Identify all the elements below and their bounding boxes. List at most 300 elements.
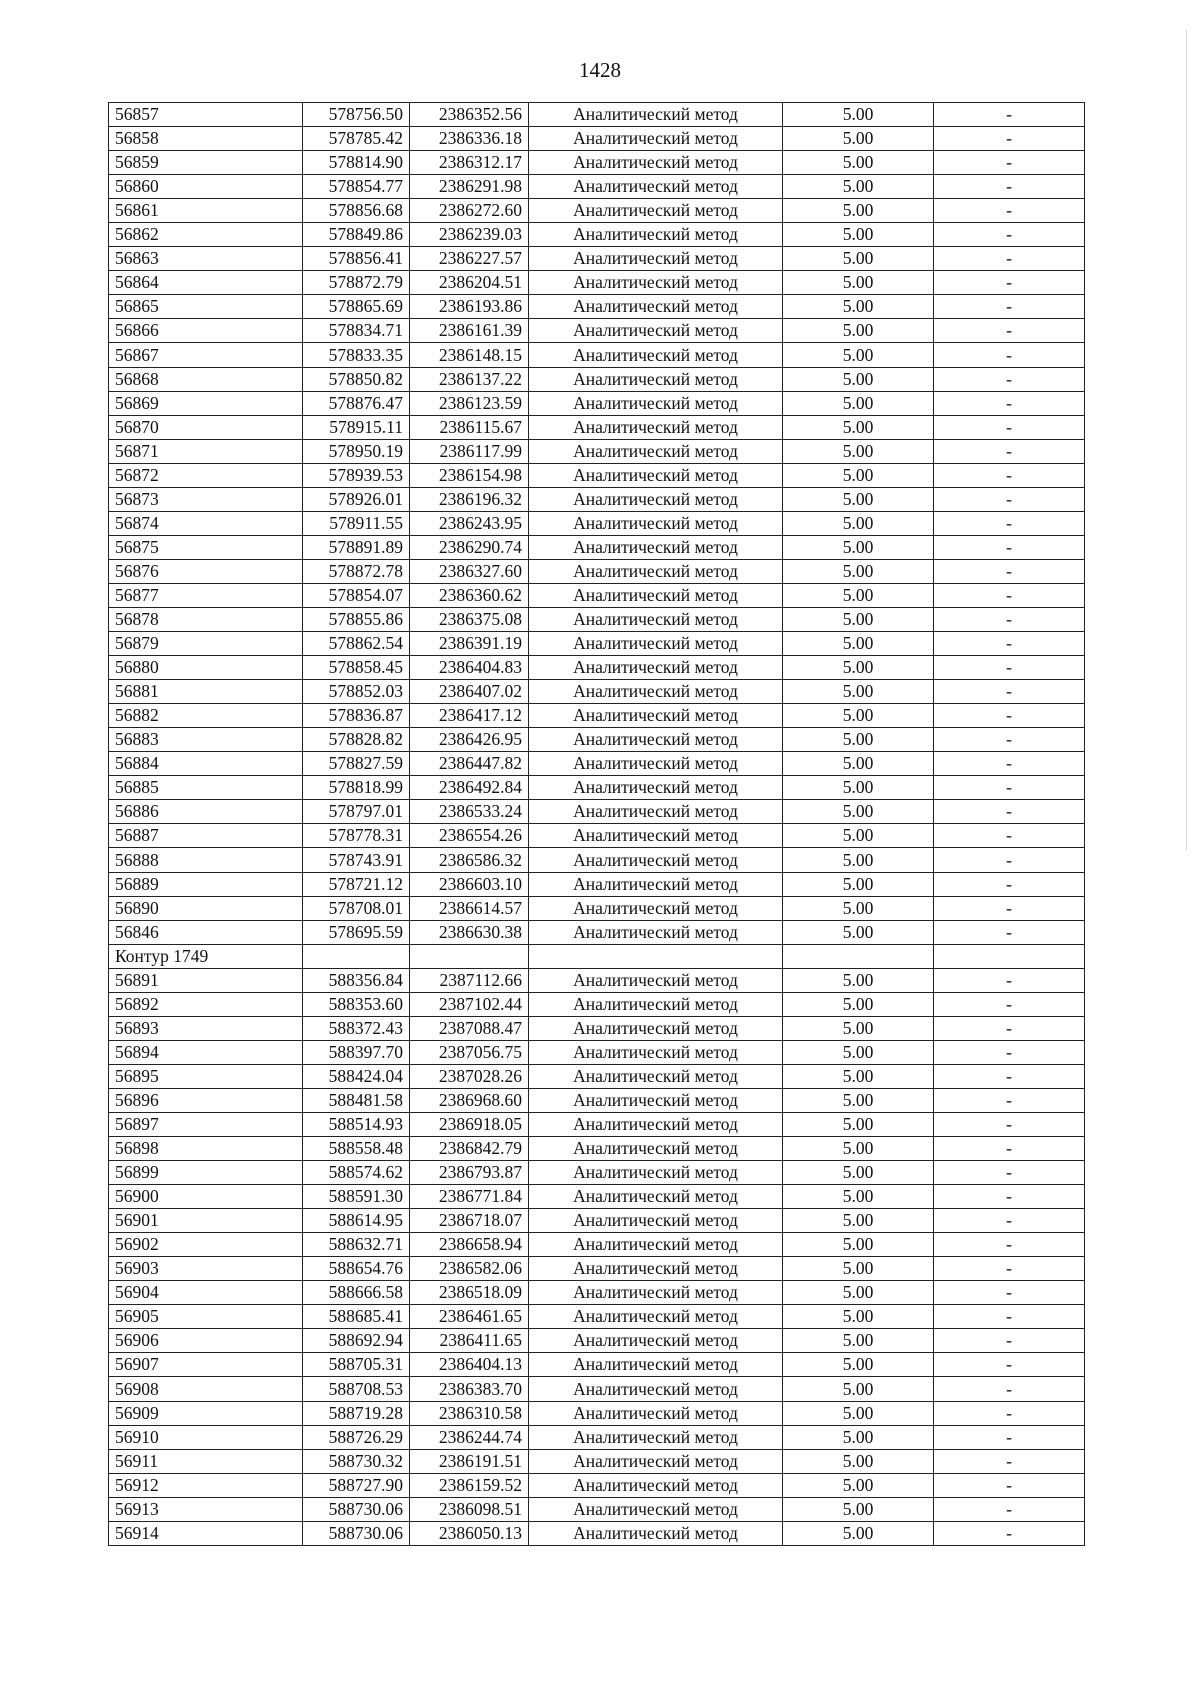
note-cell: - xyxy=(934,103,1085,127)
y-coordinate-cell: 2387056.75 xyxy=(410,1040,529,1064)
table-row xyxy=(109,295,1085,319)
point-id-cell: 56904 xyxy=(109,1281,303,1305)
note-cell: - xyxy=(934,920,1085,944)
table-row xyxy=(109,1329,1085,1353)
note-cell: - xyxy=(934,343,1085,367)
error-cell: 5.00 xyxy=(783,1521,934,1545)
empty-cell xyxy=(934,944,1085,968)
point-id-cell: 56866 xyxy=(109,319,303,343)
table-row xyxy=(109,896,1085,920)
x-coordinate-cell: 578834.71 xyxy=(303,319,410,343)
table-row xyxy=(109,391,1085,415)
y-coordinate-cell: 2387102.44 xyxy=(410,992,529,1016)
table-row xyxy=(109,1401,1085,1425)
y-coordinate-cell: 2386426.95 xyxy=(410,728,529,752)
point-id-cell: 56885 xyxy=(109,776,303,800)
y-coordinate-cell: 2386492.84 xyxy=(410,776,529,800)
method-cell: Аналитический метод xyxy=(529,1353,783,1377)
method-cell: Аналитический метод xyxy=(529,1185,783,1209)
note-cell: - xyxy=(934,1425,1085,1449)
method-cell: Аналитический метод xyxy=(529,848,783,872)
empty-cell xyxy=(410,944,529,968)
point-id-cell: 56871 xyxy=(109,439,303,463)
x-coordinate-cell: 588353.60 xyxy=(303,992,410,1016)
y-coordinate-cell: 2386718.07 xyxy=(410,1209,529,1233)
x-coordinate-cell: 578915.11 xyxy=(303,415,410,439)
error-cell: 5.00 xyxy=(783,704,934,728)
note-cell: - xyxy=(934,607,1085,631)
point-id-cell: 56882 xyxy=(109,704,303,728)
error-cell: 5.00 xyxy=(783,680,934,704)
y-coordinate-cell: 2386290.74 xyxy=(410,535,529,559)
y-coordinate-cell: 2386098.51 xyxy=(410,1497,529,1521)
table-row xyxy=(109,1064,1085,1088)
table-row xyxy=(109,511,1085,535)
point-id-cell: 56884 xyxy=(109,752,303,776)
error-cell: 5.00 xyxy=(783,151,934,175)
note-cell: - xyxy=(934,487,1085,511)
scan-edge-line xyxy=(1186,30,1187,850)
y-coordinate-cell: 2386404.13 xyxy=(410,1353,529,1377)
x-coordinate-cell: 578756.50 xyxy=(303,103,410,127)
y-coordinate-cell: 2386291.98 xyxy=(410,175,529,199)
table-row xyxy=(109,247,1085,271)
method-cell: Аналитический метод xyxy=(529,151,783,175)
x-coordinate-cell: 588692.94 xyxy=(303,1329,410,1353)
method-cell: Аналитический метод xyxy=(529,559,783,583)
error-cell: 5.00 xyxy=(783,1040,934,1064)
error-cell: 5.00 xyxy=(783,175,934,199)
y-coordinate-cell: 2386191.51 xyxy=(410,1449,529,1473)
x-coordinate-cell: 578950.19 xyxy=(303,439,410,463)
method-cell: Аналитический метод xyxy=(529,1209,783,1233)
note-cell: - xyxy=(934,824,1085,848)
table-row xyxy=(109,1281,1085,1305)
error-cell: 5.00 xyxy=(783,1497,934,1521)
note-cell: - xyxy=(934,511,1085,535)
point-id-cell: 56903 xyxy=(109,1257,303,1281)
method-cell: Аналитический метод xyxy=(529,1425,783,1449)
empty-cell xyxy=(303,944,410,968)
y-coordinate-cell: 2386407.02 xyxy=(410,680,529,704)
method-cell: Аналитический метод xyxy=(529,103,783,127)
x-coordinate-cell: 588685.41 xyxy=(303,1305,410,1329)
table-row xyxy=(109,1088,1085,1112)
table-row xyxy=(109,583,1085,607)
error-cell: 5.00 xyxy=(783,127,934,151)
y-coordinate-cell: 2386115.67 xyxy=(410,415,529,439)
x-coordinate-cell: 588666.58 xyxy=(303,1281,410,1305)
contour-label: Контур 1749 xyxy=(109,944,303,968)
error-cell: 5.00 xyxy=(783,1161,934,1185)
method-cell: Аналитический метод xyxy=(529,728,783,752)
method-cell: Аналитический метод xyxy=(529,1161,783,1185)
table-row xyxy=(109,439,1085,463)
note-cell: - xyxy=(934,1112,1085,1136)
y-coordinate-cell: 2386417.12 xyxy=(410,704,529,728)
point-id-cell: 56868 xyxy=(109,367,303,391)
y-coordinate-cell: 2386312.17 xyxy=(410,151,529,175)
error-cell: 5.00 xyxy=(783,271,934,295)
error-cell: 5.00 xyxy=(783,1088,934,1112)
table-row xyxy=(109,1425,1085,1449)
y-coordinate-cell: 2386336.18 xyxy=(410,127,529,151)
note-cell: - xyxy=(934,632,1085,656)
x-coordinate-cell: 578814.90 xyxy=(303,151,410,175)
x-coordinate-cell: 578856.41 xyxy=(303,247,410,271)
y-coordinate-cell: 2386161.39 xyxy=(410,319,529,343)
note-cell: - xyxy=(934,199,1085,223)
y-coordinate-cell: 2386123.59 xyxy=(410,391,529,415)
x-coordinate-cell: 588481.58 xyxy=(303,1088,410,1112)
note-cell: - xyxy=(934,1281,1085,1305)
x-coordinate-cell: 578872.78 xyxy=(303,559,410,583)
x-coordinate-cell: 578721.12 xyxy=(303,872,410,896)
method-cell: Аналитический метод xyxy=(529,1449,783,1473)
table-row xyxy=(109,704,1085,728)
error-cell: 5.00 xyxy=(783,199,934,223)
point-id-cell: 56898 xyxy=(109,1137,303,1161)
coordinates-table-body xyxy=(109,103,1085,1546)
note-cell: - xyxy=(934,1305,1085,1329)
x-coordinate-cell: 588614.95 xyxy=(303,1209,410,1233)
method-cell: Аналитический метод xyxy=(529,127,783,151)
y-coordinate-cell: 2386204.51 xyxy=(410,271,529,295)
method-cell: Аналитический метод xyxy=(529,776,783,800)
point-id-cell: 56888 xyxy=(109,848,303,872)
point-id-cell: 56893 xyxy=(109,1016,303,1040)
table-row xyxy=(109,1112,1085,1136)
point-id-cell: 56909 xyxy=(109,1401,303,1425)
error-cell: 5.00 xyxy=(783,920,934,944)
error-cell: 5.00 xyxy=(783,1016,934,1040)
method-cell: Аналитический метод xyxy=(529,968,783,992)
y-coordinate-cell: 2386461.65 xyxy=(410,1305,529,1329)
x-coordinate-cell: 578833.35 xyxy=(303,343,410,367)
method-cell: Аналитический метод xyxy=(529,1305,783,1329)
table-row xyxy=(109,559,1085,583)
error-cell: 5.00 xyxy=(783,1473,934,1497)
method-cell: Аналитический метод xyxy=(529,1281,783,1305)
y-coordinate-cell: 2386239.03 xyxy=(410,223,529,247)
x-coordinate-cell: 578852.03 xyxy=(303,680,410,704)
error-cell: 5.00 xyxy=(783,1377,934,1401)
x-coordinate-cell: 578939.53 xyxy=(303,463,410,487)
table-row xyxy=(109,463,1085,487)
y-coordinate-cell: 2386117.99 xyxy=(410,439,529,463)
method-cell: Аналитический метод xyxy=(529,535,783,559)
point-id-cell: 56900 xyxy=(109,1185,303,1209)
note-cell: - xyxy=(934,968,1085,992)
y-coordinate-cell: 2386244.74 xyxy=(410,1425,529,1449)
note-cell: - xyxy=(934,1449,1085,1473)
empty-cell xyxy=(783,944,934,968)
method-cell: Аналитический метод xyxy=(529,824,783,848)
error-cell: 5.00 xyxy=(783,1185,934,1209)
table-row xyxy=(109,199,1085,223)
error-cell: 5.00 xyxy=(783,752,934,776)
table-row xyxy=(109,872,1085,896)
point-id-cell: 56858 xyxy=(109,127,303,151)
method-cell: Аналитический метод xyxy=(529,295,783,319)
method-cell: Аналитический метод xyxy=(529,439,783,463)
x-coordinate-cell: 578876.47 xyxy=(303,391,410,415)
note-cell: - xyxy=(934,1473,1085,1497)
table-row xyxy=(109,343,1085,367)
error-cell: 5.00 xyxy=(783,1137,934,1161)
note-cell: - xyxy=(934,223,1085,247)
method-cell: Аналитический метод xyxy=(529,511,783,535)
x-coordinate-cell: 578854.07 xyxy=(303,583,410,607)
note-cell: - xyxy=(934,463,1085,487)
method-cell: Аналитический метод xyxy=(529,607,783,631)
coordinates-table xyxy=(108,102,1085,1546)
y-coordinate-cell: 2386614.57 xyxy=(410,896,529,920)
y-coordinate-cell: 2386554.26 xyxy=(410,824,529,848)
note-cell: - xyxy=(934,800,1085,824)
note-cell: - xyxy=(934,656,1085,680)
error-cell: 5.00 xyxy=(783,463,934,487)
y-coordinate-cell: 2386968.60 xyxy=(410,1088,529,1112)
note-cell: - xyxy=(934,319,1085,343)
method-cell: Аналитический метод xyxy=(529,1257,783,1281)
y-coordinate-cell: 2386842.79 xyxy=(410,1137,529,1161)
method-cell: Аналитический метод xyxy=(529,1401,783,1425)
table-row xyxy=(109,271,1085,295)
x-coordinate-cell: 588719.28 xyxy=(303,1401,410,1425)
point-id-cell: 56874 xyxy=(109,511,303,535)
note-cell: - xyxy=(934,247,1085,271)
point-id-cell: 56857 xyxy=(109,103,303,127)
note-cell: - xyxy=(934,1257,1085,1281)
x-coordinate-cell: 588727.90 xyxy=(303,1473,410,1497)
error-cell: 5.00 xyxy=(783,1305,934,1329)
table-row xyxy=(109,175,1085,199)
table-row xyxy=(109,103,1085,127)
error-cell: 5.00 xyxy=(783,1209,934,1233)
table-row xyxy=(109,127,1085,151)
table-row xyxy=(109,1257,1085,1281)
error-cell: 5.00 xyxy=(783,535,934,559)
method-cell: Аналитический метод xyxy=(529,632,783,656)
point-id-cell: 56886 xyxy=(109,800,303,824)
point-id-cell: 56878 xyxy=(109,607,303,631)
error-cell: 5.00 xyxy=(783,1112,934,1136)
point-id-cell: 56875 xyxy=(109,535,303,559)
point-id-cell: 56877 xyxy=(109,583,303,607)
point-id-cell: 56879 xyxy=(109,632,303,656)
note-cell: - xyxy=(934,295,1085,319)
note-cell: - xyxy=(934,271,1085,295)
point-id-cell: 56894 xyxy=(109,1040,303,1064)
note-cell: - xyxy=(934,559,1085,583)
x-coordinate-cell: 578872.79 xyxy=(303,271,410,295)
table-row xyxy=(109,1209,1085,1233)
note-cell: - xyxy=(934,1521,1085,1545)
method-cell: Аналитический метод xyxy=(529,271,783,295)
table-row xyxy=(109,487,1085,511)
point-id-cell: 56864 xyxy=(109,271,303,295)
table-row xyxy=(109,776,1085,800)
point-id-cell: 56896 xyxy=(109,1088,303,1112)
method-cell: Аналитический метод xyxy=(529,1377,783,1401)
method-cell: Аналитический метод xyxy=(529,343,783,367)
x-coordinate-cell: 588632.71 xyxy=(303,1233,410,1257)
error-cell: 5.00 xyxy=(783,728,934,752)
x-coordinate-cell: 578858.45 xyxy=(303,656,410,680)
y-coordinate-cell: 2386630.38 xyxy=(410,920,529,944)
table-row xyxy=(109,535,1085,559)
note-cell: - xyxy=(934,1209,1085,1233)
y-coordinate-cell: 2386375.08 xyxy=(410,607,529,631)
table-row xyxy=(109,367,1085,391)
table-row xyxy=(109,656,1085,680)
x-coordinate-cell: 578855.86 xyxy=(303,607,410,631)
y-coordinate-cell: 2386518.09 xyxy=(410,1281,529,1305)
method-cell: Аналитический метод xyxy=(529,872,783,896)
y-coordinate-cell: 2386310.58 xyxy=(410,1401,529,1425)
error-cell: 5.00 xyxy=(783,415,934,439)
table-row xyxy=(109,800,1085,824)
error-cell: 5.00 xyxy=(783,583,934,607)
x-coordinate-cell: 588397.70 xyxy=(303,1040,410,1064)
x-coordinate-cell: 588730.32 xyxy=(303,1449,410,1473)
y-coordinate-cell: 2386352.56 xyxy=(410,103,529,127)
error-cell: 5.00 xyxy=(783,391,934,415)
error-cell: 5.00 xyxy=(783,872,934,896)
point-id-cell: 56910 xyxy=(109,1425,303,1449)
table-row xyxy=(109,920,1085,944)
error-cell: 5.00 xyxy=(783,656,934,680)
note-cell: - xyxy=(934,415,1085,439)
point-id-cell: 56907 xyxy=(109,1353,303,1377)
table-row xyxy=(109,1377,1085,1401)
error-cell: 5.00 xyxy=(783,1401,934,1425)
y-coordinate-cell: 2386586.32 xyxy=(410,848,529,872)
point-id-cell: 56860 xyxy=(109,175,303,199)
point-id-cell: 56906 xyxy=(109,1329,303,1353)
error-cell: 5.00 xyxy=(783,776,934,800)
table-row xyxy=(109,319,1085,343)
point-id-cell: 56911 xyxy=(109,1449,303,1473)
method-cell: Аналитический метод xyxy=(529,704,783,728)
error-cell: 5.00 xyxy=(783,1449,934,1473)
note-cell: - xyxy=(934,1040,1085,1064)
method-cell: Аналитический метод xyxy=(529,223,783,247)
note-cell: - xyxy=(934,439,1085,463)
x-coordinate-cell: 588730.06 xyxy=(303,1521,410,1545)
x-coordinate-cell: 588372.43 xyxy=(303,1016,410,1040)
note-cell: - xyxy=(934,992,1085,1016)
error-cell: 5.00 xyxy=(783,1425,934,1449)
x-coordinate-cell: 588708.53 xyxy=(303,1377,410,1401)
table-row xyxy=(109,1040,1085,1064)
method-cell: Аналитический метод xyxy=(529,1473,783,1497)
x-coordinate-cell: 588726.29 xyxy=(303,1425,410,1449)
y-coordinate-cell: 2386272.60 xyxy=(410,199,529,223)
method-cell: Аналитический метод xyxy=(529,992,783,1016)
note-cell: - xyxy=(934,583,1085,607)
table-row xyxy=(109,680,1085,704)
note-cell: - xyxy=(934,752,1085,776)
point-id-cell: 56895 xyxy=(109,1064,303,1088)
note-cell: - xyxy=(934,1137,1085,1161)
table-row xyxy=(109,728,1085,752)
note-cell: - xyxy=(934,391,1085,415)
table-row xyxy=(109,151,1085,175)
error-cell: 5.00 xyxy=(783,295,934,319)
y-coordinate-cell: 2386137.22 xyxy=(410,367,529,391)
method-cell: Аналитический метод xyxy=(529,391,783,415)
error-cell: 5.00 xyxy=(783,247,934,271)
table-row xyxy=(109,223,1085,247)
point-id-cell: 56872 xyxy=(109,463,303,487)
y-coordinate-cell: 2386447.82 xyxy=(410,752,529,776)
y-coordinate-cell: 2386243.95 xyxy=(410,511,529,535)
table-row xyxy=(109,848,1085,872)
point-id-cell: 56914 xyxy=(109,1521,303,1545)
y-coordinate-cell: 2386582.06 xyxy=(410,1257,529,1281)
note-cell: - xyxy=(934,1329,1085,1353)
point-id-cell: 56905 xyxy=(109,1305,303,1329)
table-row xyxy=(109,1497,1085,1521)
table-row xyxy=(109,1521,1085,1545)
point-id-cell: 56861 xyxy=(109,199,303,223)
method-cell: Аналитический метод xyxy=(529,1112,783,1136)
method-cell: Аналитический метод xyxy=(529,1497,783,1521)
table-row xyxy=(109,1353,1085,1377)
method-cell: Аналитический метод xyxy=(529,656,783,680)
x-coordinate-cell: 588356.84 xyxy=(303,968,410,992)
point-id-cell: 56862 xyxy=(109,223,303,247)
y-coordinate-cell: 2386196.32 xyxy=(410,487,529,511)
x-coordinate-cell: 578827.59 xyxy=(303,752,410,776)
x-coordinate-cell: 578836.87 xyxy=(303,704,410,728)
x-coordinate-cell: 578850.82 xyxy=(303,367,410,391)
x-coordinate-cell: 578891.89 xyxy=(303,535,410,559)
table-row xyxy=(109,1185,1085,1209)
method-cell: Аналитический метод xyxy=(529,583,783,607)
x-coordinate-cell: 578743.91 xyxy=(303,848,410,872)
note-cell: - xyxy=(934,1497,1085,1521)
method-cell: Аналитический метод xyxy=(529,1521,783,1545)
x-coordinate-cell: 578862.54 xyxy=(303,632,410,656)
y-coordinate-cell: 2386533.24 xyxy=(410,800,529,824)
method-cell: Аналитический метод xyxy=(529,247,783,271)
method-cell: Аналитический метод xyxy=(529,367,783,391)
point-id-cell: 56880 xyxy=(109,656,303,680)
table-row xyxy=(109,1137,1085,1161)
error-cell: 5.00 xyxy=(783,896,934,920)
y-coordinate-cell: 2386391.19 xyxy=(410,632,529,656)
note-cell: - xyxy=(934,872,1085,896)
error-cell: 5.00 xyxy=(783,1353,934,1377)
point-id-cell: 56902 xyxy=(109,1233,303,1257)
table-row xyxy=(109,824,1085,848)
method-cell: Аналитический метод xyxy=(529,487,783,511)
y-coordinate-cell: 2386404.83 xyxy=(410,656,529,680)
table-row xyxy=(109,992,1085,1016)
y-coordinate-cell: 2386793.87 xyxy=(410,1161,529,1185)
note-cell: - xyxy=(934,367,1085,391)
method-cell: Аналитический метод xyxy=(529,1329,783,1353)
error-cell: 5.00 xyxy=(783,824,934,848)
x-coordinate-cell: 578785.42 xyxy=(303,127,410,151)
method-cell: Аналитический метод xyxy=(529,1016,783,1040)
x-coordinate-cell: 578818.99 xyxy=(303,776,410,800)
method-cell: Аналитический метод xyxy=(529,1064,783,1088)
table-row xyxy=(109,1449,1085,1473)
